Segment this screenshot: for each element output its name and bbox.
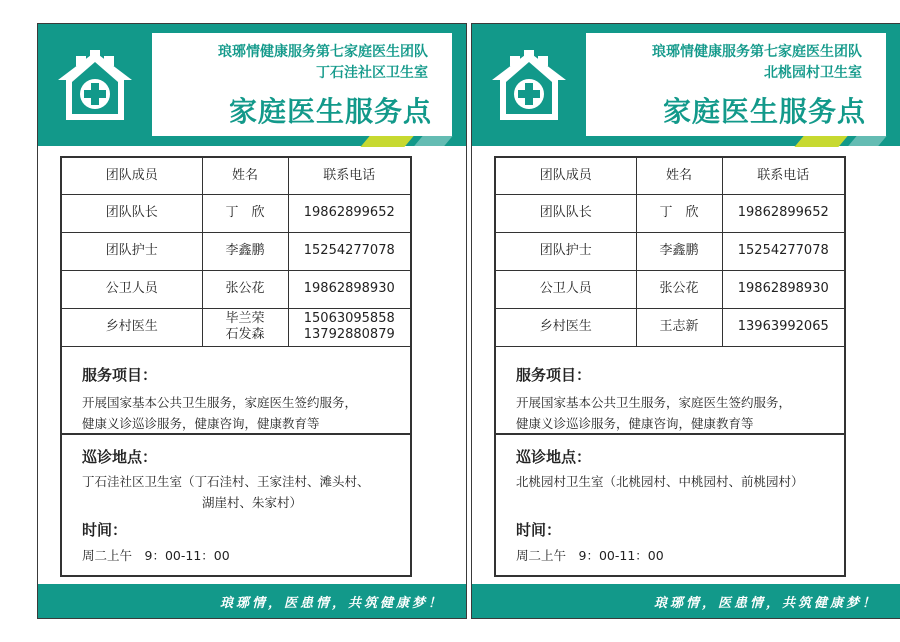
section-title: 巡诊地点： [516,448,592,466]
table-header-row [62,158,410,194]
role-cell: 乡村医生 [496,308,636,346]
team-table [62,158,410,347]
table-header-cell: 团队成员 [62,158,202,194]
section-text [82,471,404,513]
decorative-stripe [360,136,413,147]
table-row [496,232,844,270]
table-header-cell: 联系电话 [722,158,844,194]
role-cell: 团队护士 [496,232,636,270]
text-line: 丁石洼社区卫生室（丁石洼村、王家洼村、滩头村、 [82,474,370,489]
name-cell: 丁 欣 [636,194,722,232]
time-text: 周二上午 9：00-11：00 [82,548,230,563]
name-cell: 王志新 [636,308,722,346]
role-cell: 团队队长 [62,194,202,232]
poster-footer [472,584,900,618]
clinic-name: 丁石洼社区卫生室 [316,65,428,81]
service-poster-ding-shi-wa [37,23,467,619]
text-line: 开展国家基本公共卫生服务，家庭医生签约服务， [516,395,792,410]
name-cell: 李鑫鹏 [202,232,288,270]
table-header-cell: 团队成员 [496,158,636,194]
text-line: 开展国家基本公共卫生服务，家庭医生签约服务， [82,395,358,410]
phone-cell: 19862899652 [288,194,410,232]
section-title: 巡诊地点： [82,448,158,466]
section-text [82,392,404,434]
slogan: 琅琊情，医患情，共筑健康梦！ [219,596,444,611]
service-poster-bei-tao-yuan [471,23,900,619]
clinic-house-cross-icon [54,50,136,122]
name-cell: 张公花 [636,270,722,308]
phone-cell: 15254277078 [288,232,410,270]
time-text: 周二上午 9：00-11：00 [516,548,664,563]
table-row [62,308,410,346]
team-name: 琅琊情健康服务第七家庭医生团队 [652,44,862,60]
decorative-stripe [847,136,886,147]
name-cell: 李鑫鹏 [636,232,722,270]
role-cell: 团队护士 [62,232,202,270]
poster-header [38,24,466,146]
table-row [496,270,844,308]
phone-cell: 19862899652 [722,194,844,232]
poster-header [472,24,900,146]
poster-title: 家庭医生服务点 [228,95,432,128]
clinic-name: 北桃园村卫生室 [764,65,862,81]
decorative-stripe [413,136,452,147]
phone-text: 13792880879 [303,327,395,342]
section-title: 服务项目： [516,366,592,384]
role-cell: 团队队长 [496,194,636,232]
title-panel [152,33,452,136]
section-text [516,471,838,492]
phone-cell [288,308,410,346]
section-text [516,392,838,434]
phone-text: 15063095858 [303,311,395,326]
name-cell: 丁 欣 [202,194,288,232]
table-header-row [496,158,844,194]
name-text: 石发森 [225,327,265,342]
phone-cell: 19862898930 [722,270,844,308]
phone-cell: 13963992065 [722,308,844,346]
slogan: 琅琊情，医患情，共筑健康梦！ [653,596,878,611]
team-table [496,158,844,347]
section-title: 时间： [516,521,562,539]
phone-cell: 15254277078 [722,232,844,270]
role-cell: 乡村医生 [62,308,202,346]
decorative-stripe [794,136,847,147]
team-name: 琅琊情健康服务第七家庭医生团队 [218,44,428,60]
name-cell: 张公花 [202,270,288,308]
table-header-cell: 姓名 [202,158,288,194]
text-line: 健康义诊巡诊服务，健康咨询，健康教育等 [516,416,754,431]
phone-cell: 19862898930 [288,270,410,308]
info-box [60,156,412,577]
table-row [62,232,410,270]
title-panel [586,33,886,136]
section-divider [496,433,844,435]
clinic-house-cross-icon [488,50,570,122]
info-box [494,156,846,577]
poster-footer [38,584,466,618]
table-row [62,194,410,232]
poster-title: 家庭医生服务点 [662,95,866,128]
table-header-cell: 联系电话 [288,158,410,194]
text-line: 健康义诊巡诊服务，健康咨询，健康教育等 [82,416,320,431]
section-title: 时间： [82,521,128,539]
table-row [62,270,410,308]
text-line: 湖崖村、朱家村） [202,495,303,510]
text-line: 北桃园村卫生室（北桃园村、中桃园村、前桃园村） [516,474,804,489]
table-row [496,308,844,346]
table-row [496,194,844,232]
section-divider [62,433,410,435]
section-title: 服务项目： [82,366,158,384]
name-cell [202,308,288,346]
role-cell: 公卫人员 [496,270,636,308]
name-text: 毕兰荣 [225,311,265,326]
table-header-cell: 姓名 [636,158,722,194]
role-cell: 公卫人员 [62,270,202,308]
